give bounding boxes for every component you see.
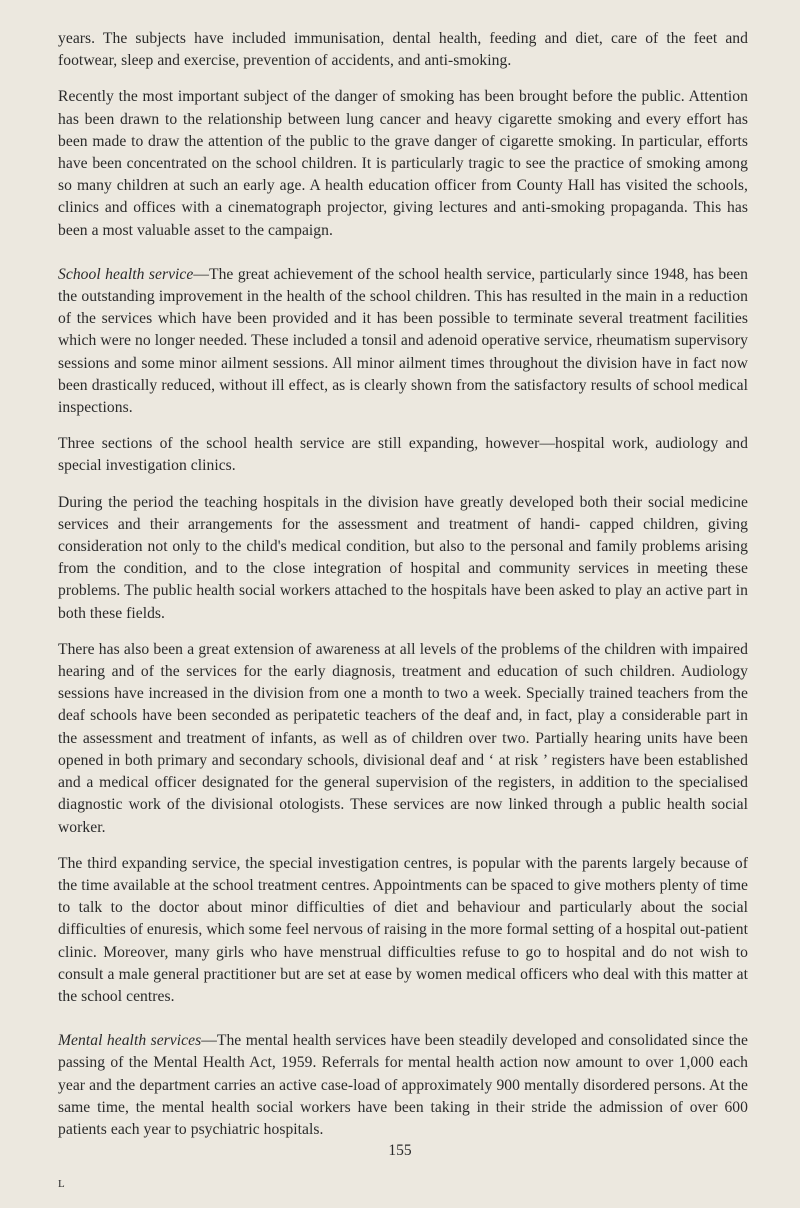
paragraph-2-text: Recently the most important subject of the danger of smoking has been brought before the public. Attention has been drawn to the relationship between lung cancer and heavy cigarette smoking and every effort has been made to draw the attention of the public to the grave danger of cigarette smoking. In particular, efforts have been concentrated on the school children. It is particularly tragic to see the practice of smoking among so many children at such an early age. A health education officer from County Hall has visited the schools, clinics and offices with a cinematograph projector, giving lectures and anti-smoking propaganda. This has been a most valuable asset to the campaign.: [58, 88, 748, 239]
paragraph-5-text: During the period the teaching hospitals in the division have greatly developed both their social medicine services and their arrangements for the assessment and treatment of handi- capped children, giving consideration not only to the child's medical condition, but also to the personal and family problems arising from the condition, and to the close integration of hospital and community services in meeting these problems. The public health social workers attached to the hospitals have been asked to play an active part in both these fields.: [58, 493, 748, 622]
paragraph-2: [58, 86, 748, 241]
paragraph-4-text: Three sections of the school health service are still expanding, however—hospital work, audiology and special investigation clinics.: [58, 435, 748, 475]
paragraph-3-text: —The great achievement of the school health service, particularly since 1948, has been the outstanding improvement in the health of the school children. This has resulted in the main in a reduction of the services which have been provided and it has been possible to terminate several treatment facilities which were no longer needed. These included a tonsil and adenoid operative service, rheumatism supervisory sessions and some minor ailment sessions. All minor ailment times throughout the division have in fact now been drastically reduced, without ill effect, as is clearly shown from the satisfactory results of school medical inspections.: [58, 265, 748, 417]
page-number: 155: [388, 1142, 412, 1159]
section-heading-mental-health: Mental health services: [58, 1032, 202, 1050]
paragraph-school-health-service: [58, 264, 748, 419]
paragraph-5: [58, 492, 748, 625]
paragraph-1-text: years. The subjects have included immunisation, dental health, feeding and diet, care of the feet and footwear, sleep and exercise, prevention of accidents, and anti-smoking.: [58, 30, 748, 70]
paragraph-6-text: There has also been a great extension of awareness at all levels of the problems of the children with impaired hearing and of the services for the early diagnosis, treatment and education of such children. Audiology sessions have increased in the division from one a month to two a week. Specially trained teachers from the deaf schools have been seconded as peripatetic teachers of the deaf and, in fact, play a considerable part in the assessment and treatment of infants, as well as of children over two. Partially hearing units have been opened in both primary and secondary schools, divisional deaf and ‘ at risk ’ registers have been established and a medical officer designated for the general supervision of the registers, in addition to the specialised diagnostic work of the divisional otologists. These services are now linked through a public health social worker.: [58, 640, 748, 836]
paragraph-1: [58, 28, 748, 72]
paragraph-7: [58, 853, 748, 1008]
paragraph-4: [58, 433, 748, 477]
paragraph-6: [58, 639, 748, 839]
paragraph-7-text: The third expanding service, the special investigation centres, is popular with the parents largely because of the time available at the school treatment centres. Appointments can be spaced to give mothers plenty of time to talk to the doctor about minor difficulties of diet and behaviour and particularly about the social difficulties of enuresis, which some feel nervous of raising in the more formal setting of a hospital out-patient clinic. Moreover, many girls who have menstrual difficulties refuse to go to hospital and do not wish to consult a male general practitioner but are set at ease by women medical officers who deal with this matter at the school centres.: [58, 854, 748, 1005]
paragraph-mental-health-services: [58, 1030, 748, 1141]
section-heading-school-health: School health service: [58, 265, 194, 283]
signature-mark: L: [58, 1178, 66, 1190]
paragraph-8-text: —The mental health services have been steadily developed and consolidated since the passing of the Mental Health Act, 1959. Referrals for mental health action now amount to over 1,000 each year and the department carries an active case-load of approximately 900 mentally disordered persons. At the same time, the mental health social workers have been taking in their stride the admission of over 600 patients each year to psychiatric hospitals.: [58, 1032, 748, 1138]
body-text: [58, 28, 748, 1155]
